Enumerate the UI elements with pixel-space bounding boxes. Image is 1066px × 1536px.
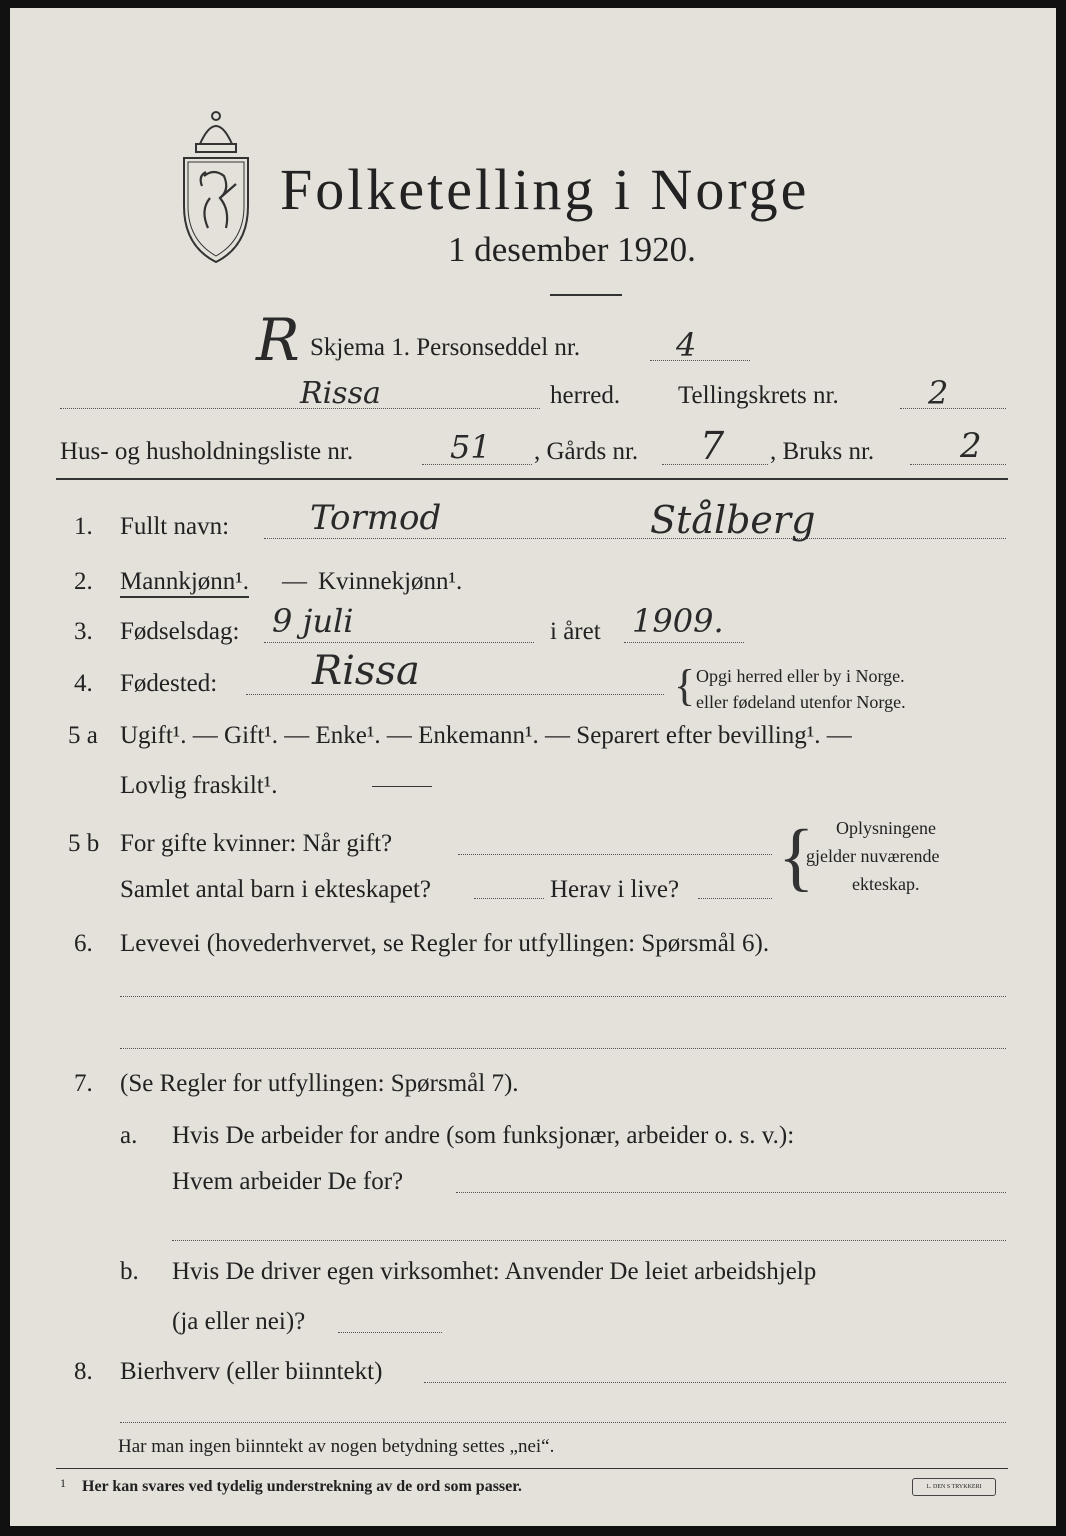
q5b-note-line2: gjelder nuværende xyxy=(806,846,940,866)
q7b-question: Hvis De driver egen virksomhet: Anvender De leiet arbeidshjelp xyxy=(172,1258,817,1285)
q5a-number: 5 a xyxy=(68,722,98,749)
footnote-mark: 1 xyxy=(60,1476,66,1490)
krets-value: 2 xyxy=(928,374,949,412)
header-divider xyxy=(56,478,1008,480)
q7a-question: Hvis De arbeider for andre (som funksjonær, arbeider o. s. v.): xyxy=(172,1122,795,1149)
bruks-label: , Bruks nr. xyxy=(770,438,875,465)
q4-note-line2: eller fødeland utenfor Norge. xyxy=(696,692,906,712)
q4-note-line1: Opgi herred eller by i Norge. xyxy=(696,666,905,686)
q8-dots xyxy=(424,1382,1006,1383)
q6-number: 6. xyxy=(74,930,93,957)
q4-dots xyxy=(246,694,664,695)
hus-value: 51 xyxy=(450,428,491,466)
bruks-value: 2 xyxy=(960,426,982,466)
skjema-value: 4 xyxy=(676,326,697,364)
q5b-alive-dots xyxy=(698,898,772,899)
q1-first-name: Tormod xyxy=(310,498,442,538)
krets-label: Tellingskrets nr. xyxy=(678,382,839,409)
krets-dots xyxy=(900,408,1006,409)
q4-note-brace: { xyxy=(674,661,696,710)
skjema-dots xyxy=(650,360,750,361)
q5b-note-brace: { xyxy=(778,815,815,899)
q5b-note-line3: ekteskap. xyxy=(852,874,920,894)
q3-label: Fødselsdag: xyxy=(120,618,240,645)
q3-year-value: 1909. xyxy=(632,602,724,640)
gards-value: 7 xyxy=(700,424,725,468)
q6-label: Levevei (hovederhvervet, se Regler for utfyllingen: Spørsmål 6). xyxy=(120,930,770,957)
q5a-options: Ugift¹. — Gift¹. — Enke¹. — Enkemann¹. — Separert efter bevilling¹. — xyxy=(120,722,852,749)
coat-of-arms-icon xyxy=(170,106,262,266)
q7b-yesno-dots xyxy=(338,1332,442,1333)
bruks-dots xyxy=(910,464,1006,465)
q7a-letter: a. xyxy=(120,1122,138,1149)
q5b-note-line1: Oplysningene xyxy=(836,818,936,838)
q1-last-name: Stålberg xyxy=(650,498,816,542)
q5b-married-label: For gifte kvinner: Når gift? xyxy=(120,830,393,857)
herred-value: Rissa xyxy=(300,376,381,411)
q5b-children-label: Samlet antal barn i ekteskapet? xyxy=(120,876,431,903)
q8-answer-dots xyxy=(120,1422,1006,1423)
printer-stamp-text: L. DEN S TRYKKERI xyxy=(926,1484,982,1490)
q4-value: Rissa xyxy=(312,648,420,694)
q4-number: 4. xyxy=(74,670,93,697)
q2-male-option: Mannkjønn¹. xyxy=(120,568,249,598)
q3-year-dots xyxy=(624,642,744,643)
herred-label: herred. xyxy=(550,382,621,409)
q5b-number: 5 b xyxy=(68,830,100,857)
printer-stamp xyxy=(912,1478,996,1496)
skjema-handwritten-letter: R xyxy=(256,306,300,374)
title-divider xyxy=(550,294,622,296)
q7a-employer-dots xyxy=(456,1192,1006,1193)
q8-number: 8. xyxy=(74,1358,93,1385)
q7b-yesno-label: (ja eller nei)? xyxy=(172,1308,306,1335)
q5b-alive-label: Herav i live? xyxy=(550,876,680,903)
q8-note: Har man ingen biinntekt av nogen betydning settes „nei“. xyxy=(118,1436,555,1457)
q1-label: Fullt navn: xyxy=(120,513,230,540)
hus-label: Hus- og husholdningsliste nr. xyxy=(60,438,354,465)
q2-number: 2. xyxy=(74,568,93,595)
q7a-employer-label: Hvem arbeider De for? xyxy=(172,1168,404,1195)
q1-dots xyxy=(264,538,1006,539)
census-form xyxy=(10,8,1056,1526)
gards-label: , Gårds nr. xyxy=(534,438,639,465)
q7-number: 7. xyxy=(74,1070,93,1097)
q3-day-dots xyxy=(264,642,534,643)
q5b-children-dots xyxy=(474,898,544,899)
q6-answer-dots-2 xyxy=(120,1048,1006,1049)
form-title: Folketelling i Norge xyxy=(280,157,810,222)
q4-label: Fødested: xyxy=(120,670,218,697)
form-date: 1 desember 1920. xyxy=(448,230,696,269)
q3-year-label: i året xyxy=(550,618,601,645)
q3-day-value: 9 juli xyxy=(272,602,354,640)
q7a-answer-dots xyxy=(172,1240,1006,1241)
q5a-options-line2: Lovlig fraskilt¹. xyxy=(120,772,278,799)
q1-number: 1. xyxy=(74,513,93,540)
q7b-letter: b. xyxy=(120,1258,139,1285)
q7-label: (Se Regler for utfyllingen: Spørsmål 7). xyxy=(120,1070,519,1097)
q2-female-option: Kvinnekjønn¹. xyxy=(318,568,463,595)
q8-label: Bierhverv (eller biinntekt) xyxy=(120,1358,383,1385)
q5a-dash-mark xyxy=(372,786,432,787)
footer-divider xyxy=(56,1468,1008,1469)
q6-answer-dots-1 xyxy=(120,996,1006,997)
q3-number: 3. xyxy=(74,618,93,645)
q5b-married-dots xyxy=(458,854,772,855)
footnote-text: Her kan svares ved tydelig understrekning av de ord som passer. xyxy=(82,1478,522,1495)
q2-separator: — xyxy=(282,568,307,595)
skjema-label: Skjema 1. Personseddel nr. xyxy=(310,334,581,361)
